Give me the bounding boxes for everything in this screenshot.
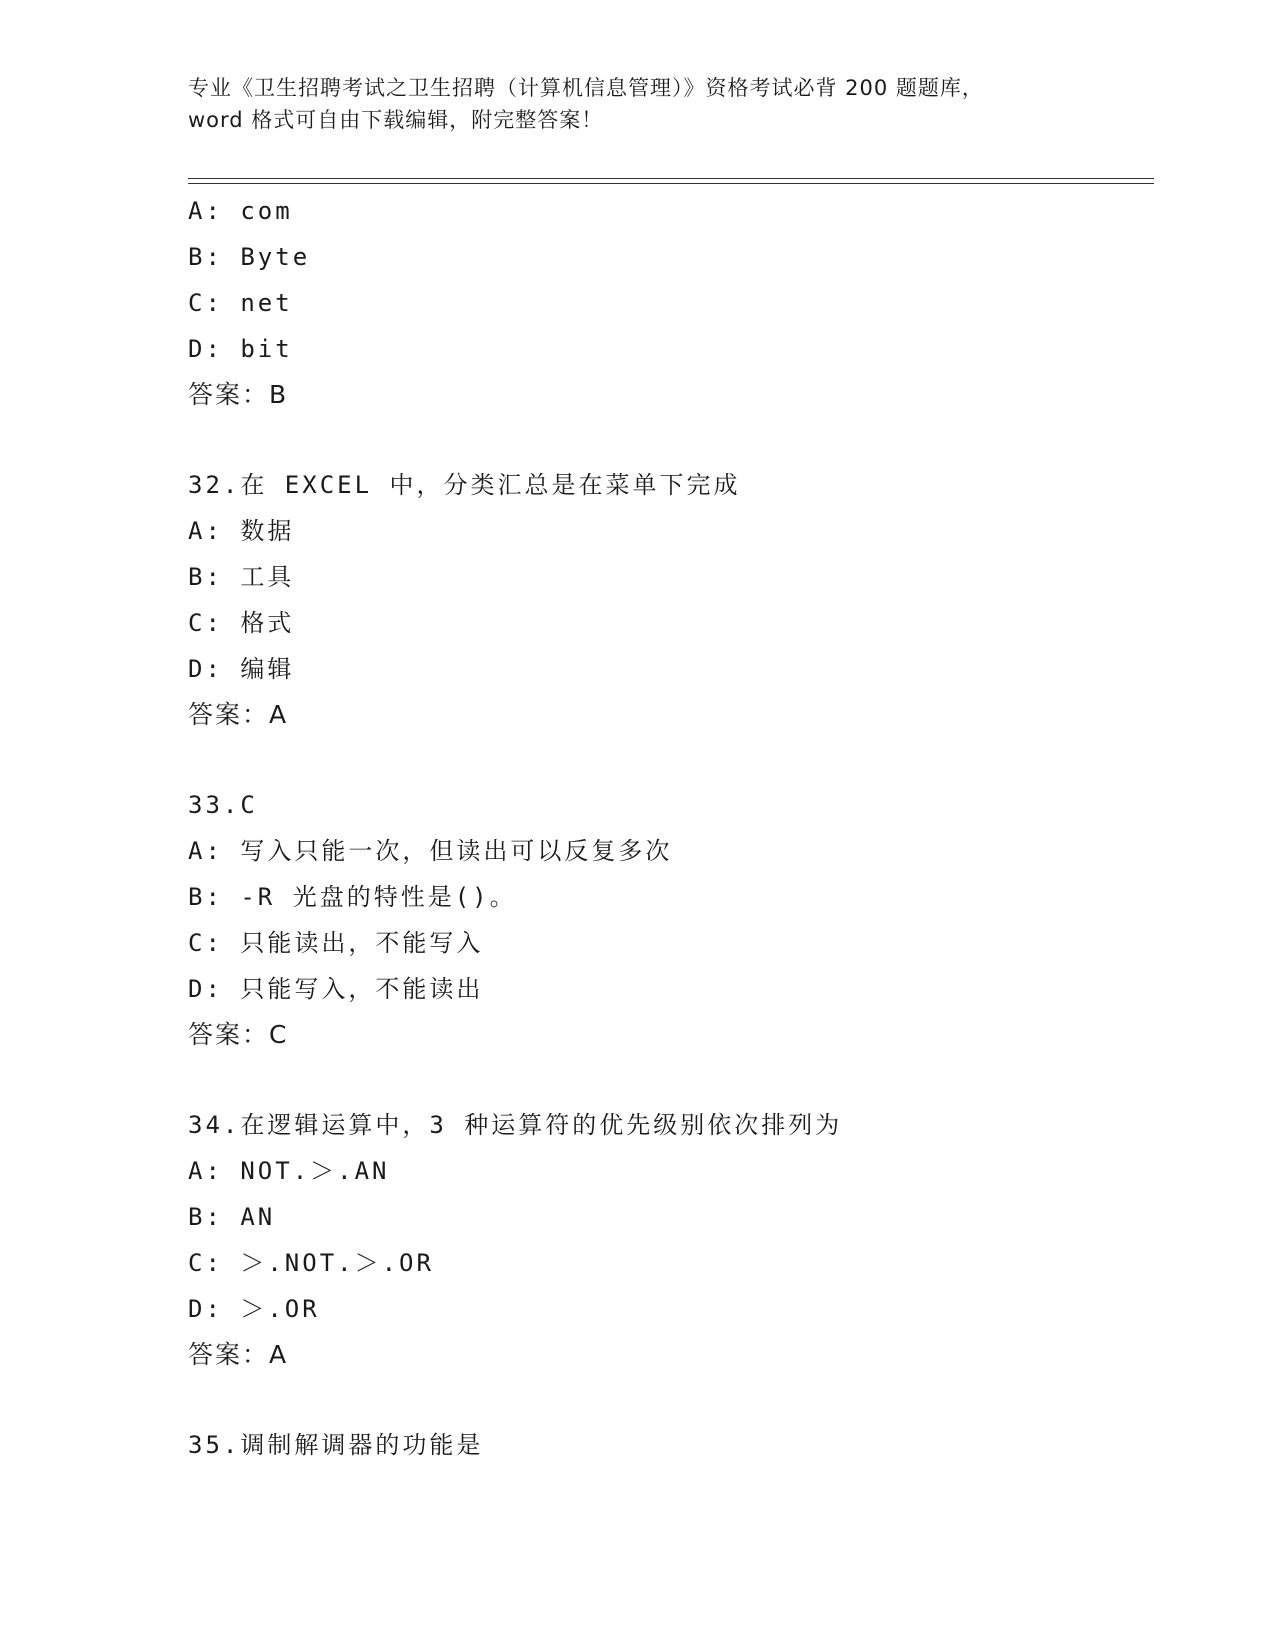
option-b: B: AN xyxy=(188,1203,276,1231)
question-block-32 xyxy=(188,462,1148,738)
document-header xyxy=(188,72,1088,136)
question-text: 32.在 EXCEL 中，分类汇总是在菜单下完成 xyxy=(188,471,741,499)
answer-line: 答案：B xyxy=(188,380,289,409)
question-list xyxy=(188,188,1148,1468)
question-block-35 xyxy=(188,1422,1148,1468)
header-line-1: 专业《卫生招聘考试之卫生招聘（计算机信息管理）》资格考试必背 200 题题库， xyxy=(188,76,984,100)
question-block-31 xyxy=(188,188,1148,418)
option-a: A: 写入只能一次，但读出可以反复多次 xyxy=(188,837,673,865)
question-spacer xyxy=(188,1058,1148,1102)
answer-line: 答案：C xyxy=(188,1020,289,1049)
question-text: 34.在逻辑运算中，3 种运算符的优先级别依次排列为 xyxy=(188,1111,843,1139)
option-a: A: NOT.＞.AN xyxy=(188,1157,390,1185)
question-block-34 xyxy=(188,1102,1148,1378)
option-c: C: net xyxy=(188,289,293,317)
option-d: D: 只能写入，不能读出 xyxy=(188,975,484,1003)
header-line-2: word 格式可自由下载编辑，附完整答案！ xyxy=(188,108,604,132)
option-c: C: 格式 xyxy=(188,609,295,637)
option-d: D: 编辑 xyxy=(188,655,295,683)
header-divider-top xyxy=(188,178,1154,179)
option-c: C: 只能读出，不能写入 xyxy=(188,929,484,957)
option-a: A: 数据 xyxy=(188,517,295,545)
question-text: 33.C xyxy=(188,791,258,819)
question-block-33 xyxy=(188,782,1148,1058)
question-text: 35.调制解调器的功能是 xyxy=(188,1431,484,1459)
option-d: D: bit xyxy=(188,335,293,363)
option-a: A: com xyxy=(188,197,293,225)
option-b: B: 工具 xyxy=(188,563,295,591)
option-d: D: ＞.OR xyxy=(188,1295,320,1323)
question-spacer xyxy=(188,1378,1148,1422)
answer-line: 答案：A xyxy=(188,1340,289,1369)
option-b: B: -R 光盘的特性是()。 xyxy=(188,883,517,911)
answer-line: 答案：A xyxy=(188,700,289,729)
option-b: B: Byte xyxy=(188,243,311,271)
header-divider-bottom xyxy=(188,183,1154,184)
question-spacer xyxy=(188,738,1148,782)
option-c: C: ＞.NOT.＞.OR xyxy=(188,1249,434,1277)
question-spacer xyxy=(188,418,1148,462)
